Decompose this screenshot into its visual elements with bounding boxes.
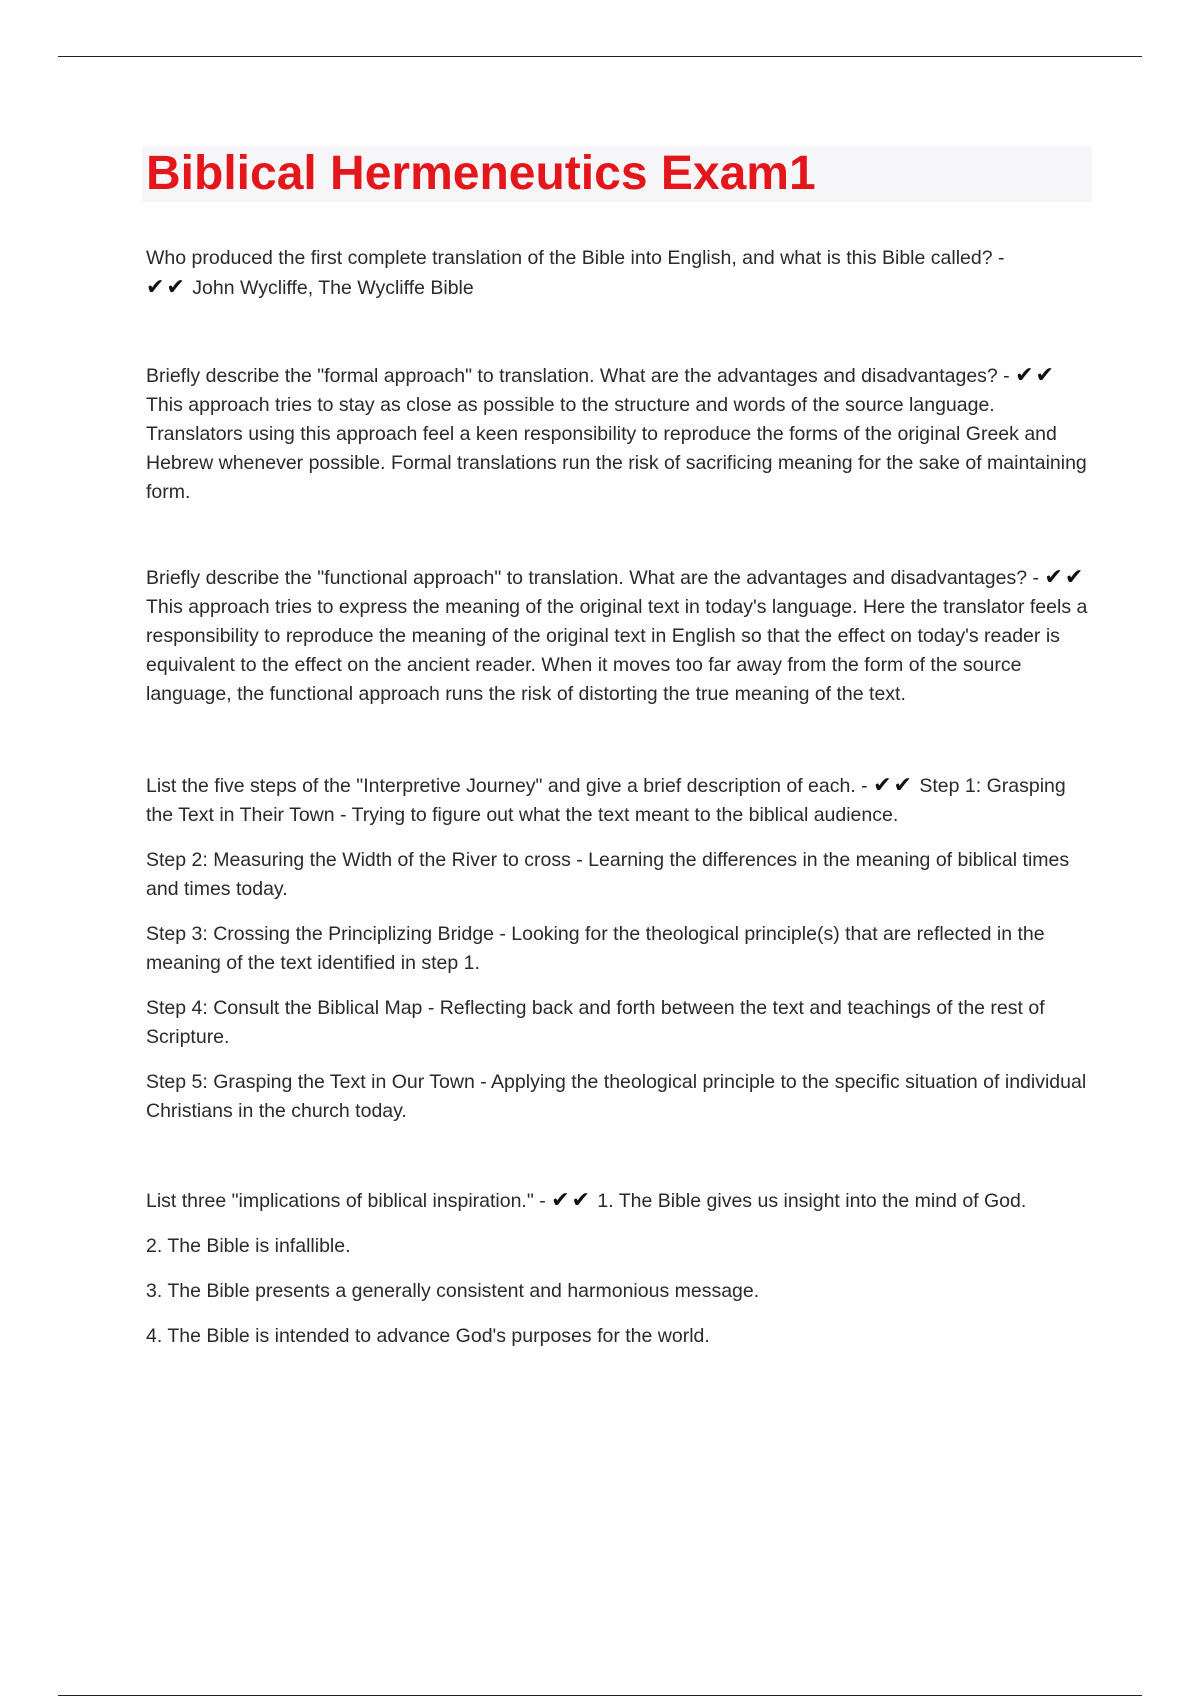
step-5: Step 5: Grasping the Text in Our Town - Applying the theological principle to the specific situation of individual Christians in the church today.: [146, 1071, 1087, 1122]
implication-3: 3. The Bible presents a generally consistent and harmonious message.: [146, 1280, 760, 1302]
qa-item-2: [146, 361, 1096, 507]
qa-item-3: [146, 563, 1096, 709]
implication-4: 4. The Bible is intended to advance God's purposes for the world.: [146, 1325, 710, 1347]
answer-4: Step 1: Grasping the Text in Their Town - Trying to figure out what the text meant to the biblical audience.: [146, 775, 1066, 826]
checkmark-icon: ✔✔: [873, 773, 914, 798]
question-1: Who produced the first complete translation of the Bible into English, and what is this Bible called? -: [146, 247, 1005, 269]
qa-item-1: [146, 244, 1096, 303]
checkmark-icon: ✔✔: [551, 1188, 592, 1213]
qa-item-4: [146, 771, 1096, 830]
question-2: Briefly describe the "formal approach" to translation. What are the advantages and disadvantages? -: [146, 365, 1010, 387]
step-3: Step 3: Crossing the Principlizing Bridge - Looking for the theological principle(s) that are reflected in the meaning of the text identified in step 1.: [146, 923, 1045, 974]
answer-3: This approach tries to express the meaning of the original text in today's language. Here the translator feels a responsibility to reproduce the meaning of the original text in English so that the effect on today's reader is equivalent to the effect on the ancient reader. When it moves too far away from the form of the source language, the functional approach runs the risk of distorting the true meaning of the text.: [146, 596, 1088, 705]
answer-2: This approach tries to stay as close as possible to the structure and words of the source language. Translators using this approach feel a keen responsibility to reproduce the forms of the original Greek and Hebrew whenever possible. Formal translations run the risk of sacrificing meaning for the sake of maintaining form.: [146, 394, 1087, 503]
implication-2: 2. The Bible is infallible.: [146, 1235, 351, 1257]
bottom-rule: [58, 1695, 1142, 1696]
checkmark-icon: ✔✔: [1044, 565, 1086, 590]
checkmark-icon: ✔✔: [1015, 363, 1056, 388]
answer-5: 1. The Bible gives us insight into the mind of God.: [597, 1190, 1027, 1212]
checkmark-icon: ✔✔: [146, 275, 187, 300]
document-title: Biblical Hermeneutics Exam1: [146, 147, 816, 200]
top-rule: [58, 56, 1142, 57]
question-4: List the five steps of the "Interpretive Journey" and give a brief description of each. -: [146, 775, 868, 797]
step-2: Step 2: Measuring the Width of the River to cross - Learning the differences in the meaning of biblical times and times today.: [146, 849, 1070, 900]
question-3: Briefly describe the "functional approach" to translation. What are the advantages and disadvantages? -: [146, 567, 1039, 589]
step-4: Step 4: Consult the Biblical Map - Reflecting back and forth between the text and teachings of the rest of Scripture.: [146, 997, 1045, 1048]
answer-1: John Wycliffe, The Wycliffe Bible: [192, 277, 474, 299]
question-5: List three "implications of biblical inspiration." -: [146, 1190, 546, 1212]
qa-item-5: [146, 1186, 1096, 1216]
document-body: [146, 244, 1096, 1351]
